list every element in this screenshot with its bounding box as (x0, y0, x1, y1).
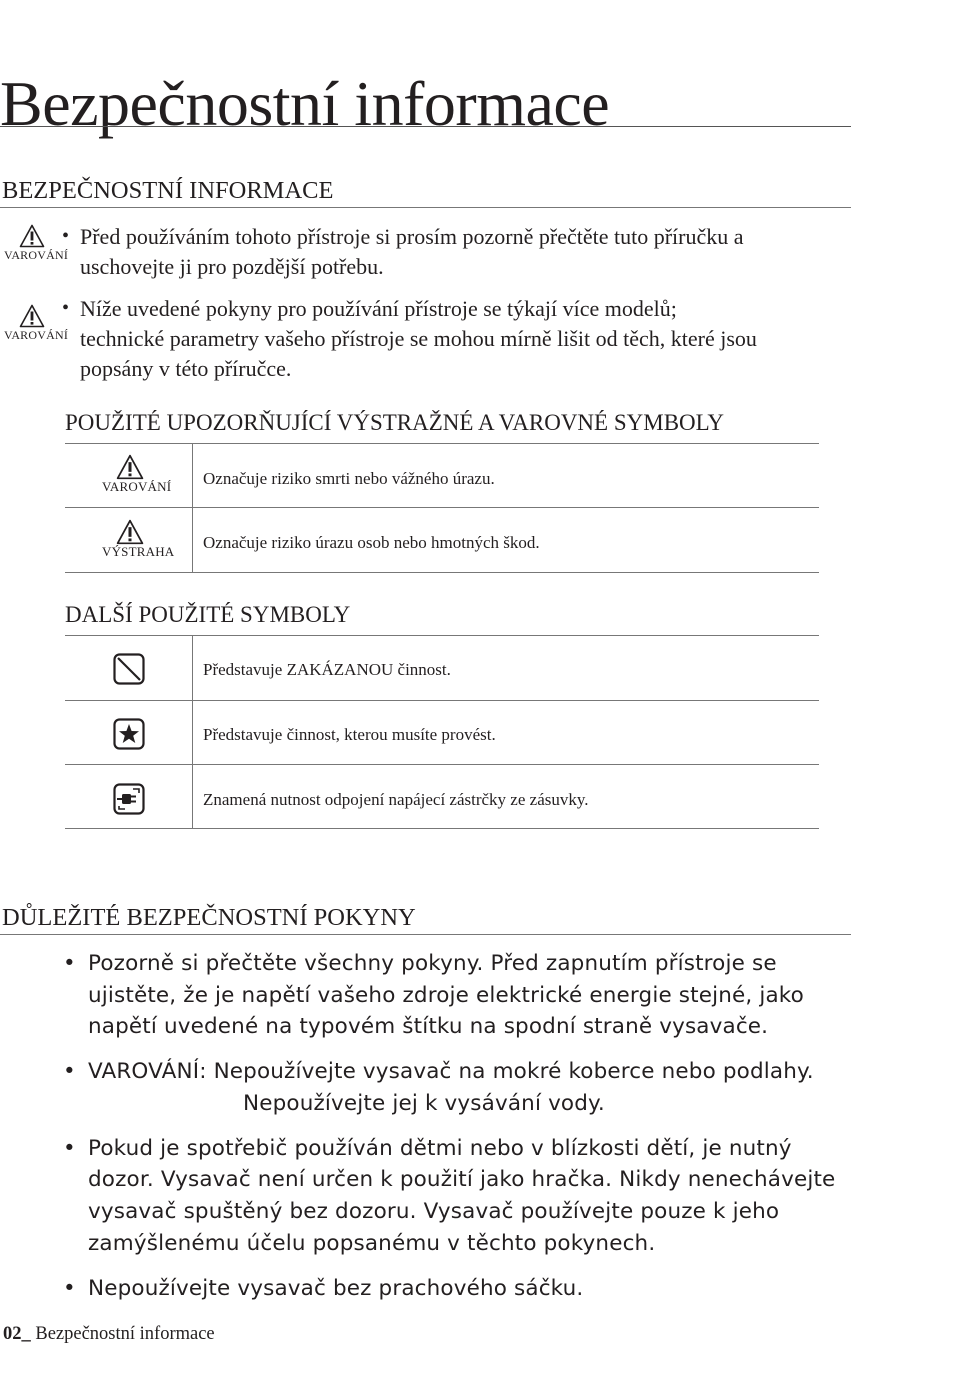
symbol-description: Představuje ZAKÁZANOU činnost. (203, 660, 451, 679)
section-rule (0, 934, 851, 935)
page-footer (3, 1322, 215, 1346)
table-rule (65, 507, 819, 508)
table-rule (65, 764, 819, 765)
warning-badge (4, 304, 69, 342)
intro-line: Před používáním tohoto přístroje si prosím pozorně přečtěte tuto příručku a (80, 224, 744, 249)
intro-line: popsány v této příručce. (80, 356, 292, 381)
instruction-line: zamýšlenému účelu popsanému v těchto pokynech. (88, 1231, 656, 1256)
instruction-line: Pozorně si přečtěte všechny pokyny. Před zapnutím přístroje se (88, 951, 777, 976)
bullet-icon: • (62, 225, 70, 247)
table-rule (65, 635, 819, 636)
symbol-description: Znamená nutnost odpojení napájecí zástrčky ze zásuvky. (203, 790, 589, 809)
table-divider (192, 635, 193, 829)
instruction-line: napětí uvedené na typovém štítku na spodní straně vysavače. (88, 1014, 769, 1039)
warning-triangle-icon (116, 454, 144, 480)
bullet-icon: • (63, 1276, 76, 1301)
intro-line: Níže uvedené pokyny pro používání přístroje se týkají více modelů; (80, 296, 677, 321)
page-title: Bezpečnostní informace (0, 68, 610, 139)
warning-label: VAROVÁNÍ (4, 248, 69, 262)
symbol-description: Představuje činnost, kterou musíte provést. (203, 725, 496, 744)
bullet-icon: • (63, 1136, 76, 1161)
table-rule (65, 572, 819, 573)
section-heading-important-instructions: DŮLEŽITÉ BEZPEČNOSTNÍ POKYNY (2, 904, 416, 931)
table-rule (65, 443, 819, 444)
instruction-line: Nepoužívejte jej k vysávání vody. (243, 1091, 605, 1116)
section-rule (0, 207, 851, 208)
symbol-label: VÝSTRAHA (102, 544, 175, 559)
bullet-icon: • (62, 297, 70, 319)
footer-section-name: Bezpečnostní informace (35, 1324, 215, 1344)
instruction-line: vysavač spuštěný bez dozoru. Vysavač používejte pouze k jeho (88, 1199, 780, 1224)
page-number: 02_ (3, 1324, 31, 1344)
instruction-line: ujistěte, že je napětí vašeho zdroje elektrické energie stejné, jako (88, 983, 804, 1008)
prohibited-icon (113, 653, 145, 685)
table-rule (65, 828, 819, 829)
symbol-description: Označuje riziko smrti nebo vážného úrazu. (203, 469, 495, 488)
warning-triangle-icon (19, 224, 45, 248)
symbol-label: VAROVÁNÍ (102, 479, 172, 494)
warning-triangle-icon (19, 304, 45, 328)
instruction-line: Pokud je spotřebič používán dětmi nebo v blízkosti dětí, je nutný (88, 1136, 792, 1161)
bullet-icon: • (63, 951, 76, 976)
caution-symbol-row-icon (102, 519, 175, 559)
warning-triangle-icon (116, 519, 144, 545)
title-rule (0, 126, 851, 127)
instruction-line: Nepoužívejte vysavač bez prachového sáčku. (88, 1276, 584, 1301)
symbol-description: Označuje riziko úrazu osob nebo hmotných škod. (203, 533, 540, 552)
section-heading-other-symbols: DALŠÍ POUŽITÉ SYMBOLY (65, 602, 351, 627)
mandatory-action-icon (113, 718, 145, 750)
instruction-line: VAROVÁNÍ: Nepoužívejte vysavač na mokré koberce nebo podlahy. (88, 1059, 814, 1084)
intro-line: uschovejte ji pro pozdější potřebu. (80, 254, 384, 279)
section-heading-safety-information: BEZPEČNOSTNÍ INFORMACE (2, 177, 334, 204)
table-divider (192, 443, 193, 573)
section-heading-warning-symbols: POUŽITÉ UPOZORŇUJÍCÍ VÝSTRAŽNÉ A VAROVNÉ SYMBOLY (65, 410, 725, 435)
instruction-line: dozor. Vysavač není určen k použití jako hračka. Nikdy nenechávejte (88, 1167, 836, 1192)
warning-label: VAROVÁNÍ (4, 328, 69, 342)
warning-symbol-row-icon (102, 454, 172, 494)
table-rule (65, 700, 819, 701)
unplug-icon (113, 783, 145, 815)
warning-badge (4, 224, 69, 262)
intro-line: technické parametry vašeho přístroje se mohou mírně lišit od těch, které jsou (80, 326, 757, 351)
bullet-icon: • (63, 1059, 76, 1084)
